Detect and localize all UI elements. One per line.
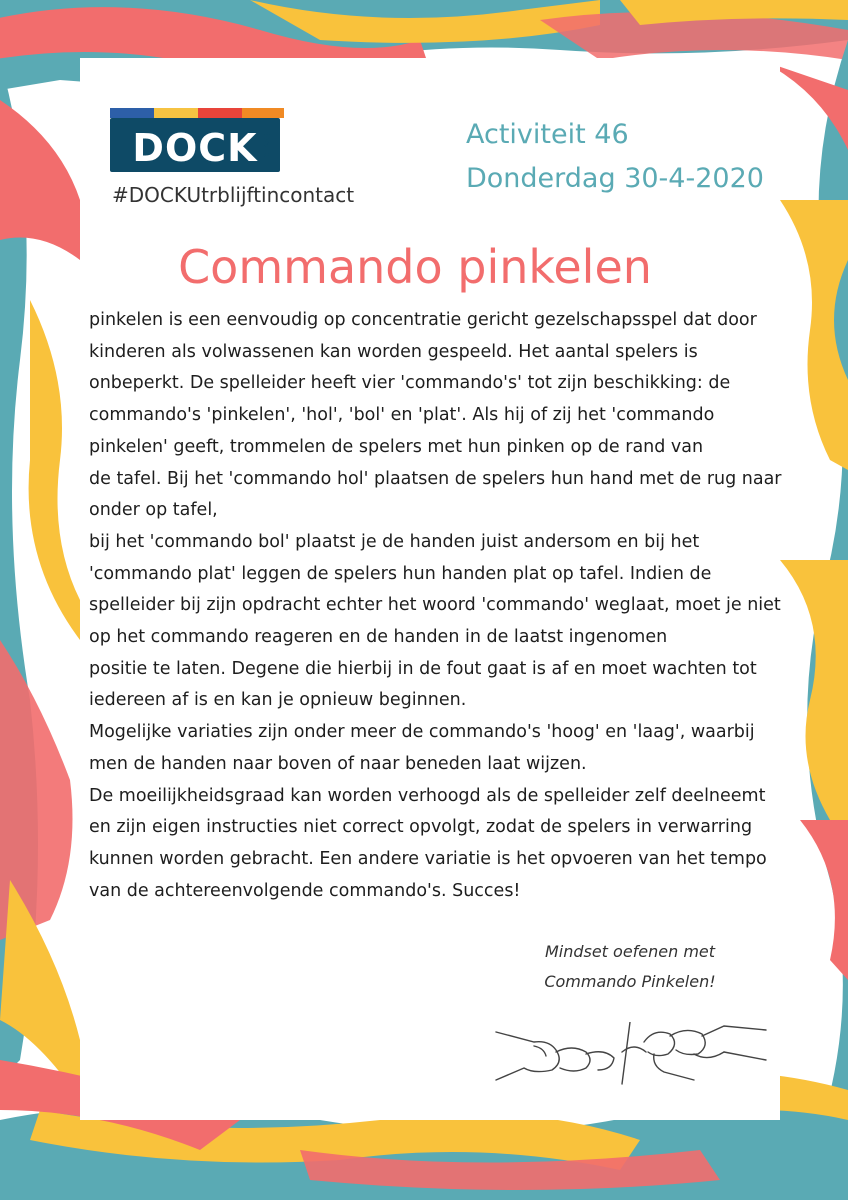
body-line: en zijn eigen instructies niet correct opvolgt, zodat de spelers in verwarring [89,817,753,838]
pinkie-hands-illustration [494,1022,769,1088]
dock-logo [110,108,284,172]
body-line: pinkelen' geeft, trommelen de spelers met hun pinken op de rand van [89,436,704,457]
activity-number: Activiteit 46 [466,119,629,150]
handwritten-note [530,937,730,997]
body-line: iedereen af is en kan je opnieuw beginnen. [89,690,467,711]
handnote-line-2: Commando Pinkelen! [544,972,716,991]
handnote-line-1: Mindset oefenen met [544,942,716,961]
body-line: de tafel. Bij het 'commando hol' plaatsen de spelers hun hand met de rug naar [89,468,782,489]
activity-date: Donderdag 30-4-2020 [466,163,764,194]
body-line: op het commando reageren en de handen in de laatst ingenomen [89,627,668,648]
logo-url: dock.nl [261,130,272,171]
body-line: kunnen worden gebracht. Een andere variatie is het opvoeren van het tempo [89,848,767,869]
body-line: De moeilijkheidsgraad kan worden verhoogd als de spelleider zelf deelneemt [89,785,766,806]
body-line: onder op tafel, [89,500,218,521]
logo-box [110,118,280,172]
body-line: commando's 'pinkelen', 'hol', 'bol' en 'plat'. Als hij of zij het 'commando [89,405,715,426]
body-line: bij het 'commando bol' plaatst je de handen juist andersom en bij het [89,531,700,552]
body-line: van de achtereenvolgende commando's. Succes! [89,880,521,901]
body-text [89,305,789,907]
body-line: kinderen als volwassenen kan worden gespeeld. Het aantal spelers is [89,341,698,362]
hashtag: #DOCKUtrblijftincontact [112,183,355,207]
page-title: Commando pinkelen [178,240,652,294]
body-line: men de handen naar boven of naar beneden laat wijzen. [89,753,587,774]
body-line: Mogelijke variaties zijn onder meer de commando's 'hoog' en 'laag', waarbij [89,722,755,743]
activity-header [466,113,764,201]
logo-word: DOCK [132,126,258,170]
logo-color-stripes [110,108,284,118]
body-line: spelleider bij zijn opdracht echter het woord 'commando' weglaat, moet je niet [89,595,781,616]
body-line: onbeperkt. De spelleider heeft vier 'commando's' tot zijn beschikking: de [89,373,731,394]
body-line: pinkelen is een eenvoudig op concentratie gericht gezelschapsspel dat door [89,310,757,330]
body-line: 'commando plat' leggen de spelers hun handen plat op tafel. Indien de [89,563,712,584]
body-line: positie te laten. Degene die hierbij in de fout gaat is af en moet wachten tot [89,658,757,679]
